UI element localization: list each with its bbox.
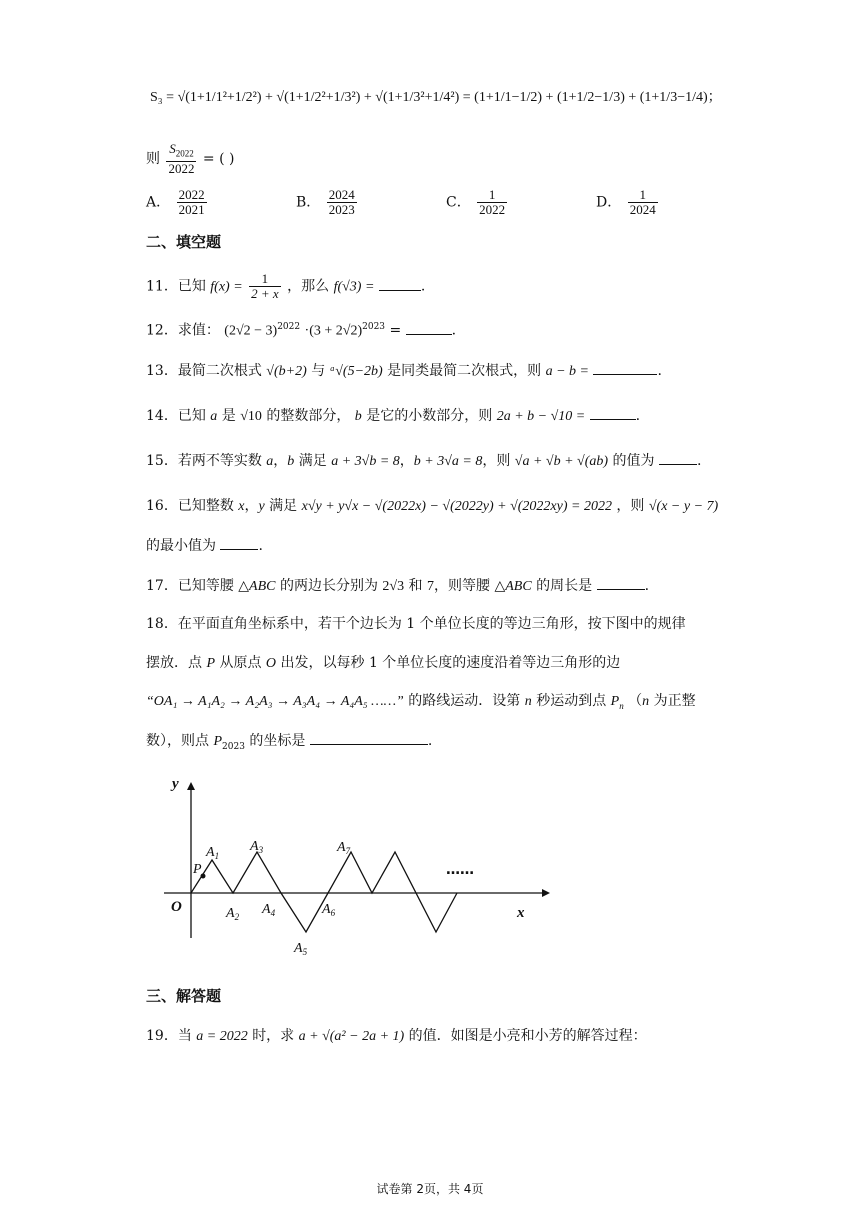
label-a4 <box>261 902 276 918</box>
q16-satisfy: 满足 <box>269 498 298 514</box>
q17-side2: 7 <box>427 579 434 594</box>
q17-triangle2: △ABC <box>494 579 532 594</box>
q18-point-p: P <box>206 656 216 671</box>
q11-expr: f(√3) = <box>333 279 375 295</box>
q10-option-a[interactable] <box>146 188 209 217</box>
q14-sqrt10: √10 <box>240 409 262 424</box>
option-fraction <box>177 188 207 217</box>
q16-expr: √(x − y − 7) <box>648 499 719 514</box>
q17-text2: 的两边长分别为 <box>279 578 378 594</box>
question-16-line2 <box>146 535 263 556</box>
q19-expr: a + √(a² − 2a + 1) <box>298 1029 405 1044</box>
q10-option-b[interactable] <box>296 188 359 217</box>
svg-text:A7: $A_7$ <box>337 840 351 856</box>
q17-and: 和 <box>408 578 423 594</box>
s-symbol: S <box>169 141 176 156</box>
q19-text3: 的值．如图是小亮和小芳的解答过程： <box>408 1028 647 1044</box>
q18-route: “OA₁ → A₁A₂ → A₂A₃ → A₃A₄ → A₄A₅ ……” <box>146 694 404 709</box>
question-13 <box>146 360 662 382</box>
svg-text:A3: $A_3$ <box>250 839 264 855</box>
label-a1 <box>205 845 219 861</box>
q19-text: 19．当 <box>146 1028 192 1044</box>
question-12 <box>146 317 456 342</box>
option-letter: B． <box>296 194 321 211</box>
q18-var-n2: n <box>642 694 650 709</box>
q15-comma2: ， <box>399 453 414 469</box>
q12-base2: ·(3 + 2√2) <box>304 323 363 339</box>
option-den: 2021 <box>178 202 205 217</box>
svg-text:A1: $A_1$ <box>206 845 220 861</box>
x-axis-arrow <box>542 889 550 897</box>
q14-period: . <box>635 408 641 424</box>
q12-base1: (2√2 − 3) <box>224 323 278 339</box>
label-a7 <box>336 840 351 856</box>
q17-period: . <box>644 578 650 594</box>
q16-text: 16．已知整数 <box>146 498 234 514</box>
question-18-line4 <box>146 730 432 757</box>
label-a5 <box>293 941 308 957</box>
q17-text3: ，则等腰 <box>434 578 490 594</box>
q15-eq2: b + 3√a = 8 <box>413 454 483 469</box>
s2022-fraction <box>166 142 196 176</box>
q12-exp2: 2023 <box>362 322 386 332</box>
option-fraction <box>628 188 658 217</box>
q13-answer-blank[interactable] <box>593 360 657 375</box>
q11-text: 11．已知 <box>146 278 206 295</box>
q16-answer-blank[interactable] <box>220 535 258 550</box>
question-18-line3 <box>146 691 696 716</box>
q18-text3d: 秒运动到点 <box>536 693 607 709</box>
q13-expr: a − b = <box>545 364 590 379</box>
q12-exp1: 2022 <box>277 322 301 332</box>
q10-question <box>146 142 234 176</box>
option-fraction <box>477 188 507 217</box>
option-den: 2022 <box>479 202 506 217</box>
q12-period: . <box>451 322 457 339</box>
q10-option-c[interactable] <box>446 188 509 217</box>
q14-is: 是 <box>221 408 236 424</box>
q11-text2: ，那么 <box>287 278 330 295</box>
y-label: y <box>172 776 179 792</box>
q11-fraction <box>249 272 281 301</box>
label-a3 <box>249 839 264 855</box>
option-num: 1 <box>477 188 507 203</box>
q16-min-value: 的最小值为 <box>146 538 216 554</box>
question-19 <box>146 1026 647 1047</box>
option-den: 2023 <box>328 202 355 217</box>
q18-pn-sub: n <box>619 700 624 711</box>
then-prefix: 则 <box>146 150 160 167</box>
q14-text: 14．已知 <box>146 408 206 424</box>
q18-period: . <box>427 733 433 749</box>
section-3-heading: 三、解答题 <box>146 987 222 1005</box>
q17-side1: 2√3 <box>382 579 405 594</box>
label-a6 <box>321 902 336 918</box>
q18-p-sub: 2023 <box>222 741 245 752</box>
q13-radical2: ᵃ√(5−2b) <box>329 364 383 379</box>
q15-expr: √a + √b + √(ab) <box>514 454 609 469</box>
q11-num: 1 <box>249 272 281 287</box>
option-num: 2022 <box>178 187 205 202</box>
q18-answer-blank[interactable] <box>310 730 428 745</box>
page-footer: 试卷第 2页，共 4页 <box>376 1182 484 1196</box>
q10-s3-formula <box>150 88 722 108</box>
q16-var-x: x <box>238 499 245 514</box>
q18-text3b: 的路线运动．设第 <box>408 693 521 709</box>
q11-answer-blank[interactable] <box>379 276 421 291</box>
then-suffix: = ( ) <box>202 150 235 167</box>
q19-given: a = 2022 <box>196 1029 248 1044</box>
question-11 <box>146 272 425 301</box>
q18-var-n: n <box>524 694 532 709</box>
s3-formula-text: S₃ = √(1+1/1²+1/2²) + √(1+1/2²+1/3²) + √(1+1/3²+1/4²) = (1+1/1−1/2) + (1+1/2−1/3) + (1+1/3−1/4)； <box>150 90 722 105</box>
q15-satisfy: 满足 <box>298 453 327 469</box>
q12-equals: = <box>389 322 402 339</box>
q13-text2: 是同类最简二次根式，则 <box>387 363 542 379</box>
option-fraction <box>327 188 357 217</box>
question-18-line2 <box>146 653 620 674</box>
q14-text3: 是它的小数部分，则 <box>366 408 493 424</box>
option-num: 1 <box>628 188 658 203</box>
q15-answer-blank[interactable] <box>659 450 697 465</box>
q17-triangle: △ABC <box>238 579 276 594</box>
question-16 <box>146 496 718 517</box>
q18-text2a: 摆放．点 <box>146 655 202 671</box>
q16-var-y: y <box>258 499 265 514</box>
q14-expr: 2a + b − √10 = <box>496 409 586 424</box>
s-denominator: 2022 <box>168 160 195 176</box>
q14-text2: 的整数部分， <box>266 408 351 424</box>
ellipsis: …… <box>446 862 474 878</box>
q18-paren: （ <box>628 693 643 709</box>
origin-label: O <box>171 899 182 915</box>
q18-origin-o: O <box>265 656 277 671</box>
q14-answer-blank[interactable] <box>590 405 636 420</box>
q15-then: ，则 <box>482 453 511 469</box>
q15-text: 15．若两不等实数 <box>146 453 262 469</box>
q15-var-a: a <box>266 454 274 469</box>
q18-point-pn: P <box>610 694 620 709</box>
q18-text2c: 从原点 <box>219 655 262 671</box>
option-letter: D． <box>596 194 622 211</box>
q12-answer-blank[interactable] <box>406 320 452 335</box>
question-15 <box>146 450 701 472</box>
q16-equation: x√y + y√x − √(2022x) − √(2022y) + √(2022xy) = 2022 <box>301 499 612 514</box>
y-axis-arrow <box>187 782 195 790</box>
option-den: 2024 <box>629 202 656 217</box>
q11-den: 2 + x <box>251 286 279 301</box>
q10-option-d[interactable] <box>596 188 660 217</box>
section-2-heading: 二、填空题 <box>146 233 222 251</box>
triangle-path-figure <box>150 770 550 970</box>
q16-period: . <box>258 538 263 554</box>
q18-text2e: 出发，以每秒 1 个单位长度的速度沿着等边三角形的边 <box>280 655 621 671</box>
svg-text:A4: $A_4$ <box>262 902 276 918</box>
q18-text3i: 为正整 <box>653 693 696 709</box>
option-num: 2024 <box>328 187 355 202</box>
q18-point-p2023: P <box>213 734 223 749</box>
q13-radical1: √(b+2) <box>266 364 307 379</box>
q16-comma: ， <box>244 498 259 514</box>
q11-function: f(x) = <box>210 279 243 295</box>
question-17 <box>146 575 649 597</box>
q16-then: ，则 <box>616 498 645 514</box>
q15-var-b: b <box>287 454 295 469</box>
q14-var-b: b <box>354 409 362 424</box>
q15-value-is: 的值为 <box>612 453 655 469</box>
q11-period: . <box>420 278 426 295</box>
q18-text1: 18．在平面直角坐标系中，若干个边长为 1 个单位长度的等边三角形，按下图中的规律 <box>146 616 686 632</box>
svg-text:A5: $A_5$ <box>294 941 308 957</box>
q17-perimeter-is: 的周长是 <box>536 578 593 594</box>
label-a2 <box>225 906 240 922</box>
question-14 <box>146 405 640 427</box>
q13-with: 与 <box>311 363 326 379</box>
q17-answer-blank[interactable] <box>597 575 645 590</box>
option-letter: A． <box>146 194 171 211</box>
q18-text4a: 数），则点 <box>146 733 209 749</box>
s-subscript: 2022 <box>175 148 194 159</box>
q14-var-a: a <box>210 409 218 424</box>
svg-text:A2: $A_2$ <box>226 906 240 922</box>
question-18-line1 <box>146 614 686 634</box>
q17-text: 17．已知等腰 <box>146 578 234 594</box>
q15-eq1: a + 3√b = 8 <box>331 454 400 469</box>
q13-text: 13．最简二次根式 <box>146 363 262 379</box>
q19-text2: 时，求 <box>252 1028 295 1044</box>
q12-text: 12．求值： <box>146 322 220 339</box>
q18-coordinate-is: 的坐标是 <box>249 733 306 749</box>
q15-comma: ， <box>273 453 288 469</box>
q13-period: . <box>657 363 662 379</box>
q15-period: . <box>696 453 702 469</box>
option-letter: C． <box>446 194 471 211</box>
svg-text:A6: $A_6$ <box>322 902 336 918</box>
p-label: P <box>193 862 202 877</box>
x-label: x <box>517 905 525 921</box>
